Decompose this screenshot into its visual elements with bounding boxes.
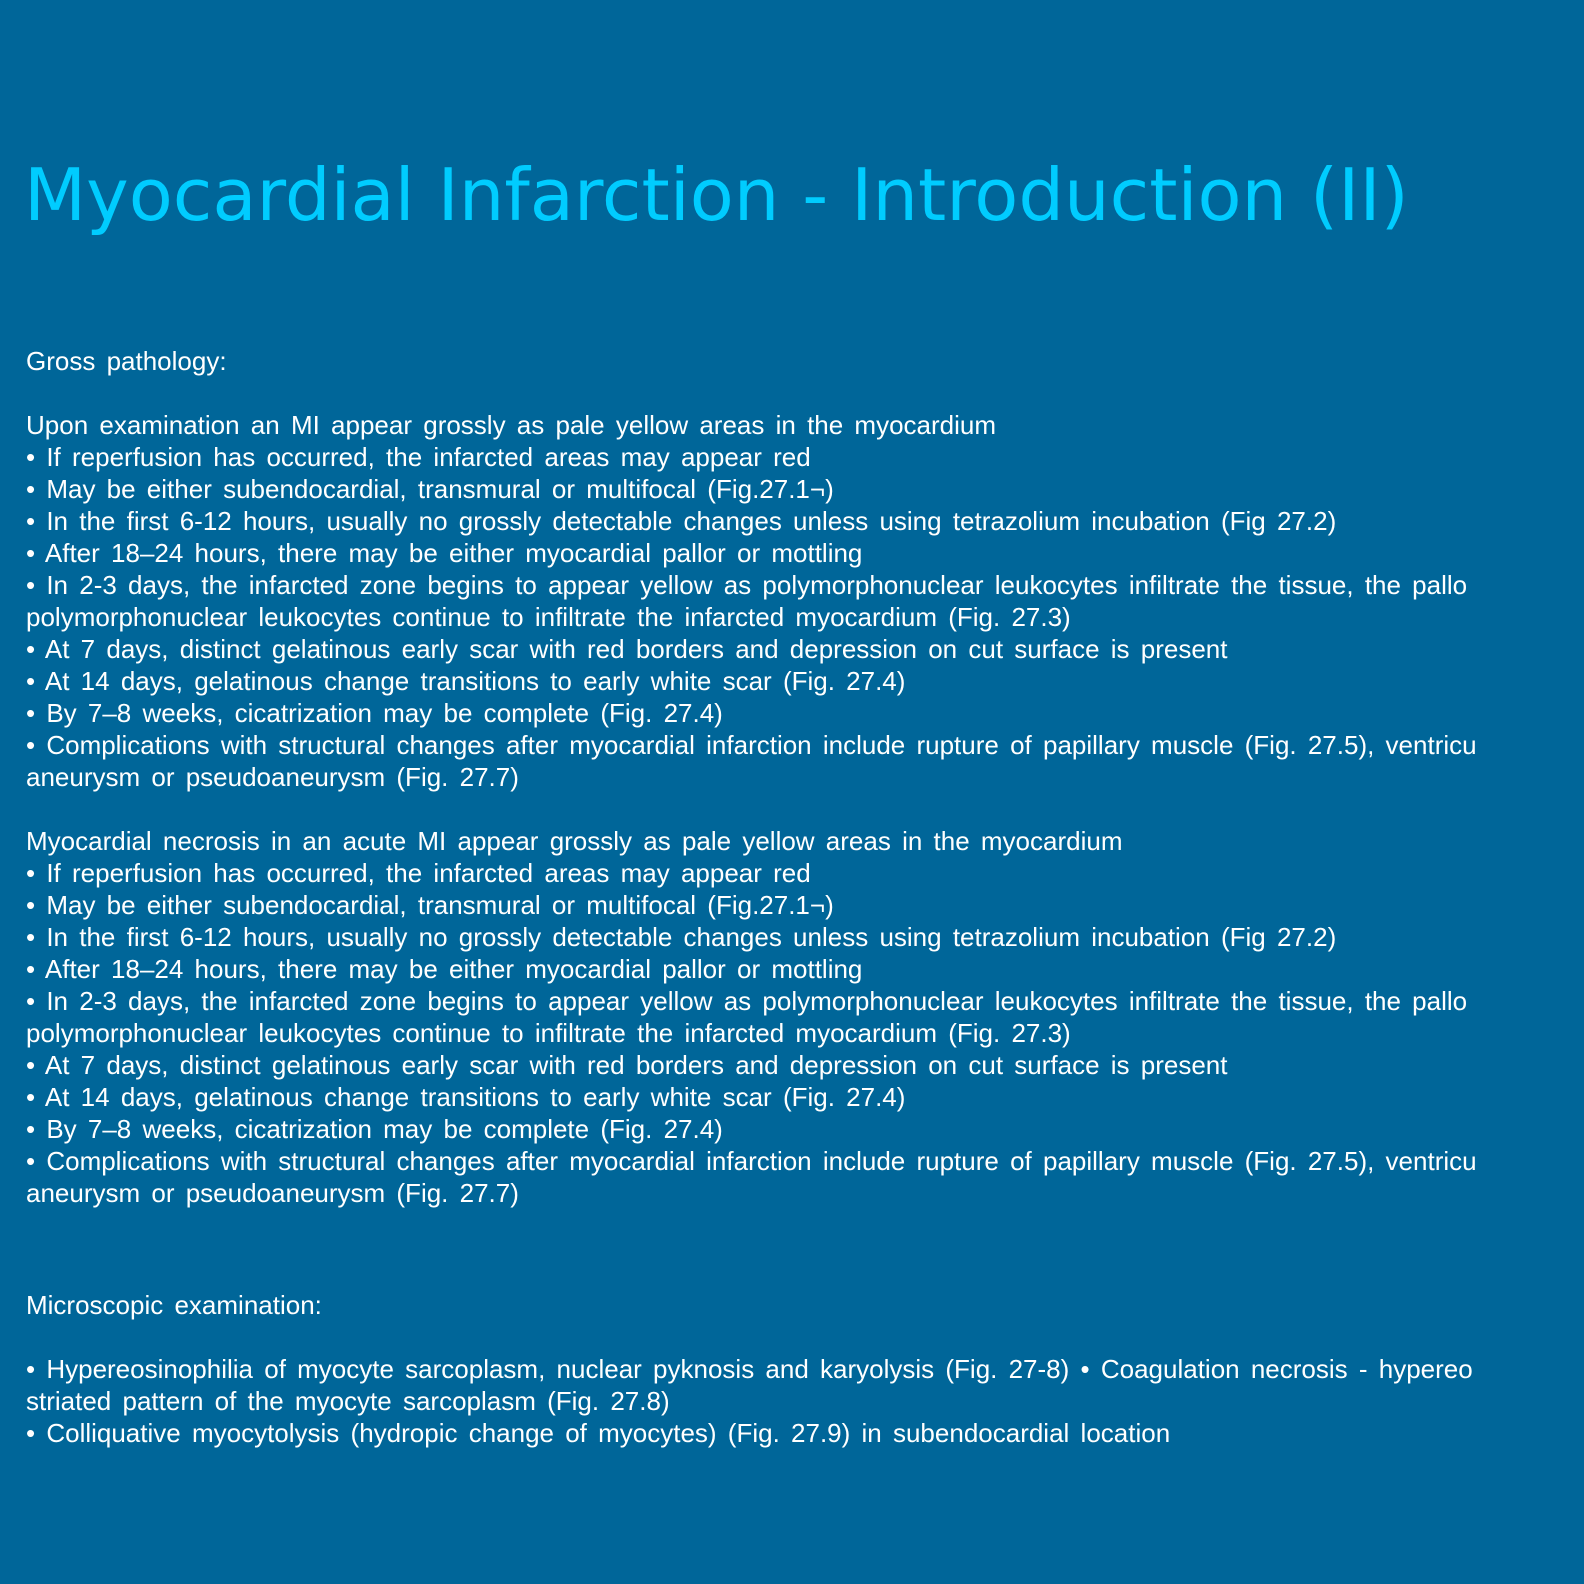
list-item: • At 7 days, distinct gelatinous early scar with red borders and depression on cut surface is present bbox=[26, 634, 1228, 664]
microscopic-heading: Microscopic examination: bbox=[26, 1290, 322, 1320]
list-item: • By 7–8 weeks, cicatrization may be complete (Fig. 27.4) bbox=[26, 698, 723, 728]
list-item: • In 2-3 days, the infarcted zone begins to appear yellow as polymorphonuclear leukocytes infiltrate the tissue, the pallo bbox=[26, 570, 1468, 600]
list-item: • In the first 6-12 hours, usually no grossly detectable changes unless using tetrazolium incubation (Fig 27.2) bbox=[26, 922, 1337, 952]
list-item: • If reperfusion has occurred, the infarcted areas may appear red bbox=[26, 858, 811, 888]
list-item: • At 7 days, distinct gelatinous early scar with red borders and depression on cut surface is present bbox=[26, 1050, 1228, 1080]
list-item: • Complications with structural changes after myocardial infarction include rupture of papillary muscle (Fig. 27.5), ventricu bbox=[26, 1146, 1477, 1176]
list-item: • At 14 days, gelatinous change transitions to early white scar (Fig. 27.4) bbox=[26, 1082, 906, 1112]
list-item: • If reperfusion has occurred, the infarcted areas may appear red bbox=[26, 442, 811, 472]
list-item: • After 18–24 hours, there may be either myocardial pallor or mottling bbox=[26, 538, 863, 568]
list-item: • Colliquative myocytolysis (hydropic change of myocytes) (Fig. 27.9) in subendocardial location bbox=[26, 1418, 1171, 1448]
list-item: • In the first 6-12 hours, usually no grossly detectable changes unless using tetrazolium incubation (Fig 27.2) bbox=[26, 506, 1337, 536]
list-item: aneurysm or pseudoaneurysm (Fig. 27.7) bbox=[26, 1178, 519, 1208]
gross-block1-lead: Upon examination an MI appear grossly as pale yellow areas in the myocardium bbox=[26, 410, 997, 440]
list-item: • May be either subendocardial, transmural or multifocal (Fig.27.1¬) bbox=[26, 890, 834, 920]
gross-pathology-heading: Gross pathology: bbox=[26, 346, 227, 376]
list-item: • Complications with structural changes after myocardial infarction include rupture of papillary muscle (Fig. 27.5), ventricu bbox=[26, 730, 1477, 760]
microscopic-list bbox=[26, 1353, 1566, 1449]
list-item: • After 18–24 hours, there may be either myocardial pallor or mottling bbox=[26, 954, 863, 984]
list-item: aneurysm or pseudoaneurysm (Fig. 27.7) bbox=[26, 762, 519, 792]
gross-block2-lead: Myocardial necrosis in an acute MI appear grossly as pale yellow areas in the myocardium bbox=[26, 826, 1123, 856]
gross-block1-list bbox=[26, 441, 1566, 793]
list-item: striated pattern of the myocyte sarcoplasm (Fig. 27.8) bbox=[26, 1386, 670, 1416]
list-item: • At 14 days, gelatinous change transitions to early white scar (Fig. 27.4) bbox=[26, 666, 906, 696]
list-item: • By 7–8 weeks, cicatrization may be complete (Fig. 27.4) bbox=[26, 1114, 723, 1144]
gross-block2-list bbox=[26, 857, 1566, 1209]
list-item: polymorphonuclear leukocytes continue to infiltrate the infarcted myocardium (Fig. 27.3) bbox=[26, 1018, 1071, 1048]
list-item: • May be either subendocardial, transmural or multifocal (Fig.27.1¬) bbox=[26, 474, 834, 504]
slide-body bbox=[26, 345, 1566, 1449]
slide-title: Myocardial Infarction - Introduction (II) bbox=[24, 153, 1409, 237]
list-item: polymorphonuclear leukocytes continue to infiltrate the infarcted myocardium (Fig. 27.3) bbox=[26, 602, 1071, 632]
list-item: • Hypereosinophilia of myocyte sarcoplasm, nuclear pyknosis and karyolysis (Fig. 27-8) • Coagulation necrosis - hypereo bbox=[26, 1354, 1473, 1384]
list-item: • In 2-3 days, the infarcted zone begins to appear yellow as polymorphonuclear leukocytes infiltrate the tissue, the pallo bbox=[26, 986, 1468, 1016]
